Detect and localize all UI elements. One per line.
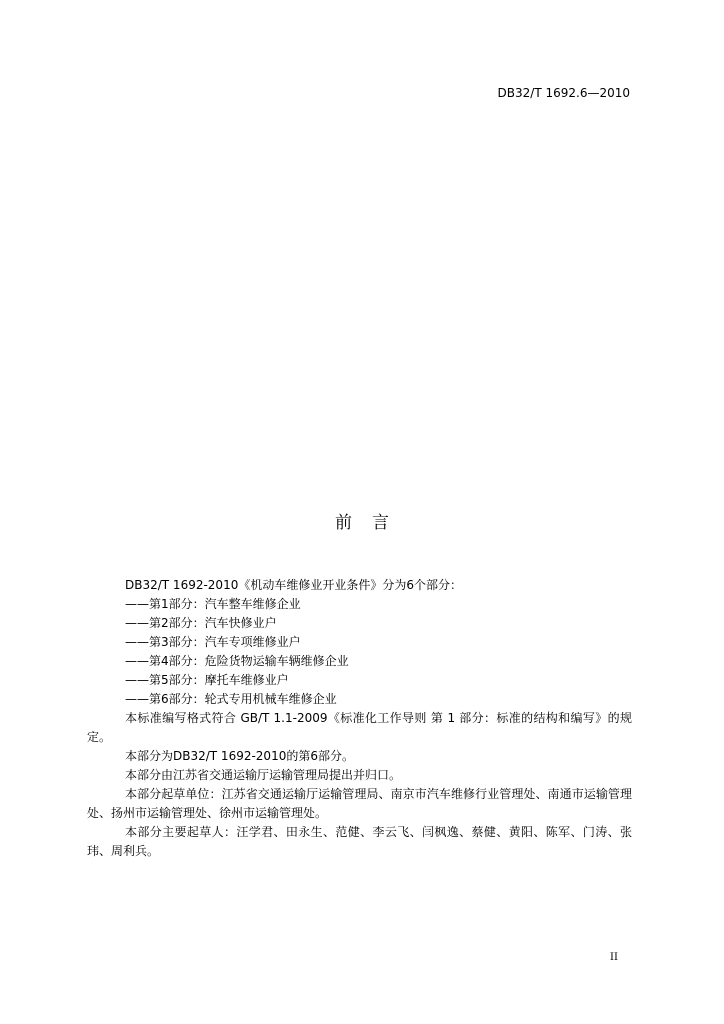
foreword-intro: DB32/T 1692-2010《机动车维修业开业条件》分为6个部分： <box>125 578 462 592</box>
proposed-by-statement: 本部分由江苏省交通运输厅运输管理局提出并归口。 <box>125 768 402 782</box>
document-id: DB32/T 1692.6—2010 <box>497 86 630 100</box>
page-number: II <box>610 952 618 963</box>
format-statement: 本标准编写格式符合 GB/T 1.1-2009《标准化工作导则 第 1 部分：标准的结构和编写》的规定。 <box>87 711 632 744</box>
part-list-item-6: ——第6部分：轮式专用机械车维修企业 <box>125 692 337 706</box>
part-statement: 本部分为DB32/T 1692-2010的第6部分。 <box>125 749 354 763</box>
part-list-item-1: ——第1部分：汽车整车维修企业 <box>125 597 301 611</box>
part-list-item-2: ——第2部分：汽车快修业户 <box>125 616 277 630</box>
part-list-item-5: ——第5部分：摩托车维修业户 <box>125 673 289 687</box>
part-list-item-4: ——第4部分：危险货物运输车辆维修企业 <box>125 654 349 668</box>
drafting-units-statement: 本部分起草单位：江苏省交通运输厅运输管理局、南京市汽车维修行业管理处、南通市运输管理处、扬州市运输管理处、徐州市运输管理处。 <box>87 787 632 820</box>
part-list-item-3: ——第3部分：汽车专项维修业户 <box>125 635 301 649</box>
foreword-title: 前言 <box>335 513 409 533</box>
drafters-statement: 本部分主要起草人：汪学君、田永生、范健、李云飞、闫枫逸、蔡健、黄阳、陈军、门涛、张玮、周利兵。 <box>87 825 632 858</box>
foreword-body <box>87 576 632 861</box>
